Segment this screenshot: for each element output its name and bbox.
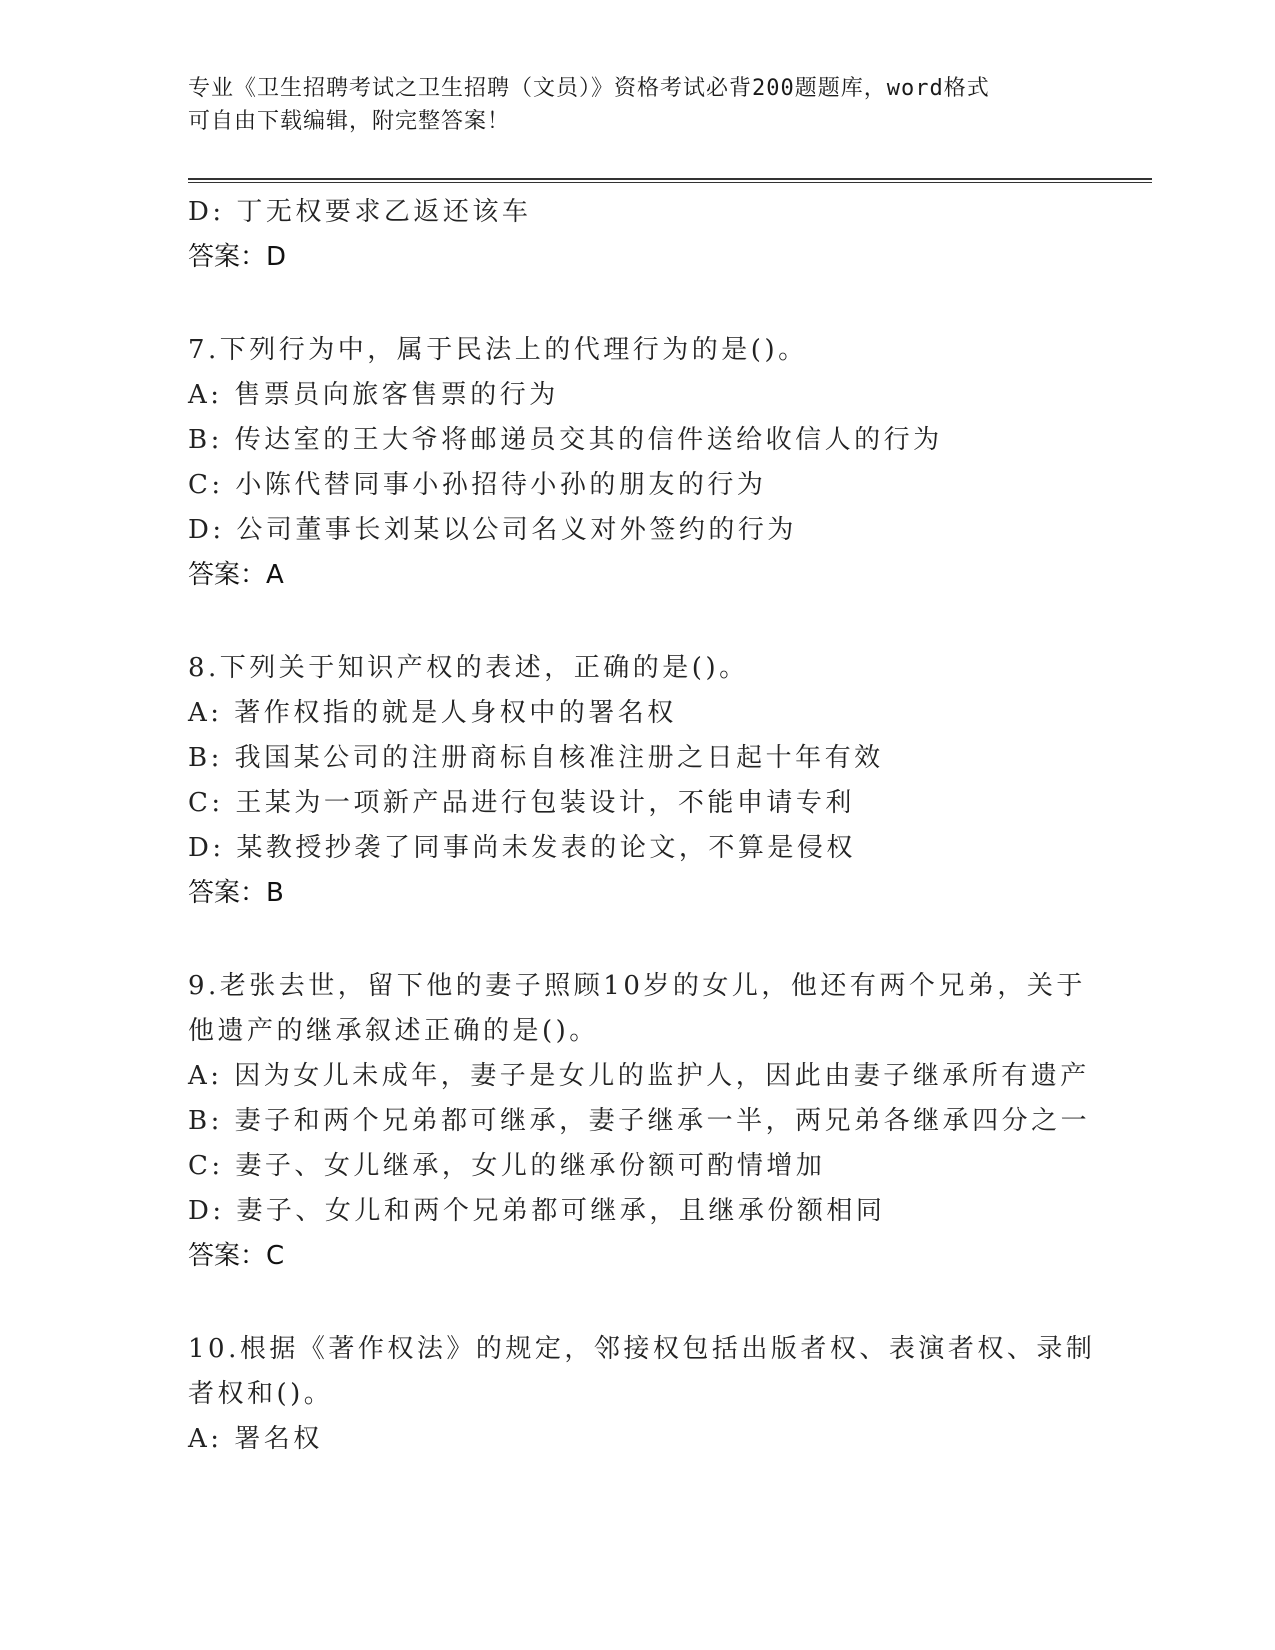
header-line-1: 专业《卫生招聘考试之卫生招聘（文员）》资格考试必背200题题库，word格式 <box>188 76 990 101</box>
question-stem-line-2: 者权和()。 <box>188 1379 334 1409</box>
header-rule-thick <box>188 178 1152 180</box>
question-9 <box>188 964 1148 1279</box>
question-8 <box>188 646 1148 916</box>
option-c: C: 小陈代替同事小孙招待小孙的朋友的行为 <box>188 470 767 500</box>
page-header <box>188 72 1068 138</box>
option-d: D: 妻子、女儿和两个兄弟都可继承，且继承份额相同 <box>188 1196 886 1226</box>
option-a: A: 售票员向旅客售票的行为 <box>188 380 559 410</box>
option-c: C: 妻子、女儿继承，女儿的继承份额可酌情增加 <box>188 1151 826 1181</box>
option-c: C: 王某为一项新产品进行包装设计，不能申请专利 <box>188 788 855 818</box>
question-stem: 8.下列关于知识产权的表述，正确的是()。 <box>188 653 749 683</box>
header-line-2: 可自由下载编辑，附完整答案！ <box>188 109 511 134</box>
option-a: A: 著作权指的就是人身权中的署名权 <box>188 698 677 728</box>
question-content <box>188 190 1148 1462</box>
option-a: A: 因为女儿未成年，妻子是女儿的监护人，因此由妻子继承所有遗产 <box>188 1061 1090 1091</box>
option-b: B: 传达室的王大爷将邮递员交其的信件送给收信人的行为 <box>188 425 943 455</box>
question-7 <box>188 328 1148 598</box>
option-d: D: 公司董事长刘某以公司名义对外签约的行为 <box>188 515 797 545</box>
answer-previous: 答案：D <box>188 242 287 272</box>
question-stem: 7.下列行为中，属于民法上的代理行为的是()。 <box>188 335 808 365</box>
option-b: B: 妻子和两个兄弟都可继承，妻子继承一半，两兄弟各继承四分之一 <box>188 1106 1091 1136</box>
header-rule-thin <box>188 182 1152 183</box>
question-stem-line-1: 10.根据《著作权法》的规定，邻接权包括出版者权、表演者权、录制 <box>188 1334 1096 1364</box>
option-a: A: 署名权 <box>188 1424 323 1454</box>
question-stem-line-2: 他遗产的继承叙述正确的是()。 <box>188 1016 599 1046</box>
answer: 答案：A <box>188 560 284 590</box>
option-b: B: 我国某公司的注册商标自核准注册之日起十年有效 <box>188 743 884 773</box>
option-d: D: 某教授抄袭了同事尚未发表的论文，不算是侵权 <box>188 833 856 863</box>
answer: 答案：B <box>188 878 284 908</box>
option-d-previous: D: 丁无权要求乙返还该车 <box>188 197 532 227</box>
answer: 答案：C <box>188 1241 285 1271</box>
question-stem-line-1: 9.老张去世，留下他的妻子照顾10岁的女儿，他还有两个兄弟，关于 <box>188 971 1086 1001</box>
question-10 <box>188 1327 1148 1462</box>
